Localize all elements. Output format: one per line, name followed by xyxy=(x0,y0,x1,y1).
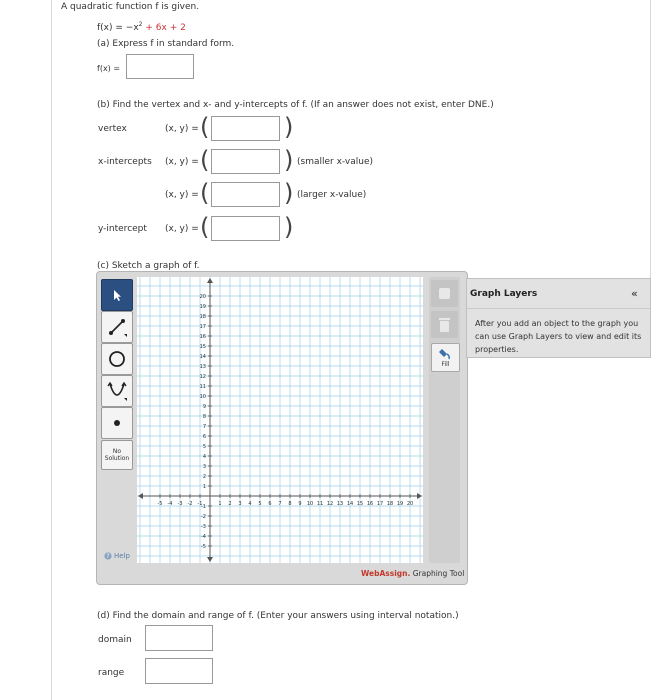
trash-icon xyxy=(431,311,458,338)
x-intercepts-label: x-intercepts xyxy=(98,157,152,167)
y-tick-label: 18 xyxy=(199,314,206,320)
fill-bucket-icon xyxy=(432,344,459,362)
smaller-x-note: (smaller x-value) xyxy=(297,157,374,167)
y-tick-label: 3 xyxy=(202,464,206,470)
graph-canvas[interactable] xyxy=(137,277,423,563)
y-tick-label: 10 xyxy=(199,394,206,400)
brand-tool: Graphing Tool xyxy=(412,569,465,578)
part-d-prompt: (d) Find the domain and range of f. (Enter your answers using interval notation.) xyxy=(97,611,459,621)
intro-text: A quadratic function f is given. xyxy=(61,2,200,12)
svg-text:?: ? xyxy=(106,553,110,560)
xint2-open-paren: ( xyxy=(200,179,210,207)
vertex-input[interactable] xyxy=(211,116,280,141)
function-lhs: f(x) = −x xyxy=(97,23,139,33)
coordinate-grid xyxy=(137,277,423,563)
xint1-open-paren: ( xyxy=(200,146,210,174)
part-a-prompt: (a) Express f in standard form. xyxy=(97,39,235,49)
part-b-prompt: (b) Find the vertex and x- and y-intercepts of f. (If an answer does not exist, enter DNE.) xyxy=(97,100,494,110)
y-intercept-label: y-intercept xyxy=(98,224,147,234)
y-tick-label: 9 xyxy=(202,404,206,410)
larger-x-note: (larger x-value) xyxy=(297,190,367,200)
x-tick-label: 11 xyxy=(316,501,324,507)
x-tick-label: 15 xyxy=(356,501,364,507)
y-tick-label: 12 xyxy=(199,374,206,380)
y-axis-arrow-down xyxy=(207,557,213,562)
y-tick-label: 7 xyxy=(202,424,206,430)
graph-layers-title: Graph Layers xyxy=(470,289,538,299)
fill-button[interactable] xyxy=(431,343,460,372)
x-tick-label: 19 xyxy=(396,501,404,507)
part-c-prompt: (c) Sketch a graph of f. xyxy=(97,261,200,271)
x-tick-label: -3 xyxy=(177,501,183,507)
y-tick-label: 17 xyxy=(199,324,206,330)
x-tick-label: -2 xyxy=(187,501,193,507)
pointer-icon xyxy=(110,288,124,302)
layers-divider xyxy=(466,308,650,309)
line-icon xyxy=(106,316,128,338)
left-border xyxy=(51,0,52,700)
y-tick-label: 14 xyxy=(199,354,206,360)
point-icon xyxy=(112,418,122,428)
vertex-label: vertex xyxy=(98,124,127,134)
vertex-xy-label: (x, y) = xyxy=(165,124,199,134)
x-tick-label: 4 xyxy=(248,501,252,507)
y-tick-label: 1 xyxy=(202,484,206,490)
y-tick-label: 15 xyxy=(199,344,206,350)
y-tick-label: -4 xyxy=(201,534,206,540)
x-tick-label: -1 xyxy=(197,501,203,507)
collapse-layers-button[interactable]: « xyxy=(631,287,638,300)
webassign-branding xyxy=(361,569,464,578)
right-border xyxy=(650,0,651,280)
range-input[interactable] xyxy=(145,658,213,684)
domain-input[interactable] xyxy=(145,625,213,651)
x-tick-label: 14 xyxy=(346,501,354,507)
brand-web: WebAssign. xyxy=(361,569,411,578)
x-tick-label: 18 xyxy=(386,501,394,507)
pointer-tool-button[interactable] xyxy=(101,279,133,311)
standard-form-input[interactable] xyxy=(126,54,194,79)
y-tick-label: 2 xyxy=(202,474,206,480)
help-icon xyxy=(104,552,112,560)
y-tick-label: 20 xyxy=(199,294,206,300)
x-tick-label: 12 xyxy=(326,501,334,507)
help-link[interactable] xyxy=(104,552,130,560)
graph-layers-help-text: After you add an object to the graph you can use Graph Layers to view and edit its properties. xyxy=(475,319,642,354)
x-tick-label: 16 xyxy=(366,501,374,507)
x-tick-label: -5 xyxy=(157,501,163,507)
x-axis-arrow-left xyxy=(138,493,143,499)
function-definition xyxy=(97,21,186,33)
xint2-close-paren: ) xyxy=(284,179,294,207)
fill-label: Fill xyxy=(441,361,450,368)
xint1-xy-label: (x, y) = xyxy=(165,157,199,167)
xint1-close-paren: ) xyxy=(284,146,294,174)
yint-xy-label: (x, y) = xyxy=(165,224,199,234)
yint-close-paren: ) xyxy=(284,213,294,241)
x-intercept-smaller-input[interactable] xyxy=(211,149,280,174)
y-tick-label: 4 xyxy=(202,454,206,460)
vertex-open-paren: ( xyxy=(200,113,210,141)
vertex-close-paren: ) xyxy=(284,113,294,141)
function-term-const: + 2 xyxy=(169,23,186,33)
x-tick-label: 7 xyxy=(278,501,282,507)
no-solution-line2: Solution xyxy=(104,455,130,462)
fx-label: f(x) = xyxy=(97,64,121,73)
y-tick-label: 5 xyxy=(202,444,206,450)
y-tick-label: 8 xyxy=(202,414,206,420)
x-tick-label: 17 xyxy=(376,501,384,507)
point-tool-button[interactable] xyxy=(101,407,133,439)
xint2-xy-label: (x, y) = xyxy=(165,190,199,200)
x-tick-label: 6 xyxy=(268,501,272,507)
function-term-6x: + 6x xyxy=(145,23,167,33)
x-tick-label: 5 xyxy=(258,501,262,507)
range-label: range xyxy=(98,668,125,678)
domain-label: domain xyxy=(98,635,132,645)
y-tick-label: -5 xyxy=(201,544,206,550)
no-solution-button[interactable] xyxy=(101,440,133,470)
y-tick-label: -1 xyxy=(201,504,206,510)
y-intercept-input[interactable] xyxy=(211,216,280,241)
circle-tool-button[interactable] xyxy=(101,343,133,375)
no-solution-line1: No xyxy=(112,448,122,455)
x-tick-label: 13 xyxy=(336,501,344,507)
x-tick-label: 10 xyxy=(306,501,314,507)
yint-open-paren: ( xyxy=(200,213,210,241)
x-intercept-larger-input[interactable] xyxy=(211,182,280,207)
x-tick-label: -4 xyxy=(167,501,173,507)
x-tick-label: 3 xyxy=(238,501,242,507)
y-tick-label: -3 xyxy=(201,524,206,530)
x-tick-label: 1 xyxy=(218,501,222,507)
help-label: Help xyxy=(114,552,130,560)
circle-icon xyxy=(107,349,127,369)
y-tick-label: -2 xyxy=(201,514,206,520)
y-axis-arrow-up xyxy=(207,278,213,283)
y-tick-label: 11 xyxy=(199,384,206,390)
y-tick-label: 13 xyxy=(199,364,206,370)
x-axis-arrow-right xyxy=(417,493,422,499)
layer-toggle-button[interactable] xyxy=(431,280,458,307)
parabola-tool-button[interactable] xyxy=(101,375,133,407)
parabola-icon xyxy=(106,380,128,402)
y-tick-label: 16 xyxy=(199,334,206,340)
x-tick-label: 2 xyxy=(228,501,232,507)
x-tick-label: 20 xyxy=(406,501,414,507)
line-tool-button[interactable] xyxy=(101,311,133,343)
x-tick-label: 8 xyxy=(288,501,292,507)
layers-icon xyxy=(431,280,458,307)
function-exponent: 2 xyxy=(138,21,143,28)
y-tick-label: 6 xyxy=(202,434,206,440)
x-tick-label: 9 xyxy=(298,501,302,507)
y-tick-label: 19 xyxy=(199,304,206,310)
delete-button[interactable] xyxy=(431,311,458,338)
